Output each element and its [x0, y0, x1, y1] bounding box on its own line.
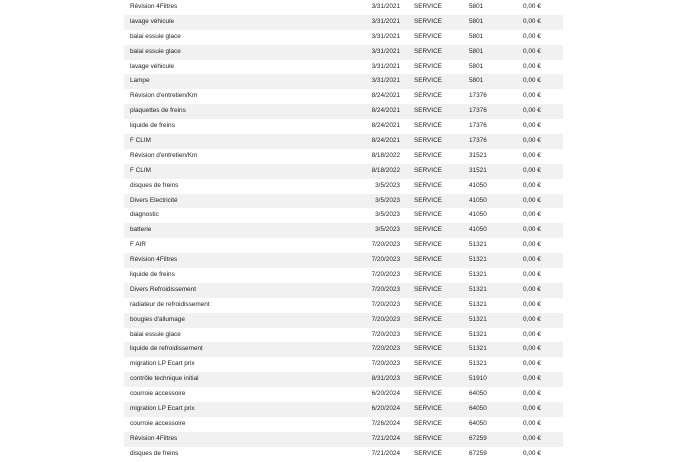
mileage-cell: 51321	[469, 345, 487, 353]
service-label-cell: Révision d'entretien/Km	[130, 151, 198, 159]
table-row	[124, 223, 563, 238]
service-date-cell: 8/31/2023	[371, 375, 400, 383]
service-label-cell: balai essuie glace	[130, 32, 181, 40]
mileage-cell: 5801	[469, 3, 484, 10]
service-date-cell: 3/31/2021	[371, 3, 400, 10]
amount-cell: 0,00 €	[523, 360, 541, 368]
service-date-cell: 7/26/2024	[371, 419, 400, 427]
amount-cell: 0,00 €	[523, 107, 541, 115]
service-type-cell: SERVICE	[414, 241, 442, 249]
table-row	[124, 342, 563, 357]
table-row	[124, 194, 563, 209]
amount-cell: 0,00 €	[523, 330, 541, 338]
table-row	[124, 89, 563, 104]
service-type-cell: SERVICE	[414, 181, 442, 189]
service-date-cell: 7/20/2023	[371, 345, 400, 353]
amount-cell: 0,00 €	[523, 315, 541, 323]
service-label-cell: lavage véhicule	[130, 62, 175, 70]
amount-cell: 0,00 €	[523, 390, 541, 398]
mileage-cell: 17376	[469, 107, 487, 115]
service-date-cell: 7/20/2023	[371, 241, 400, 249]
amount-cell: 0,00 €	[523, 449, 541, 457]
service-label-cell: batterie	[130, 226, 152, 234]
table-row	[124, 208, 563, 223]
mileage-cell: 41050	[469, 181, 487, 189]
service-type-cell: SERVICE	[414, 330, 442, 338]
service-label-cell: liquide de freins	[130, 271, 175, 279]
table-row	[124, 0, 563, 15]
service-date-cell: 7/20/2023	[371, 315, 400, 323]
service-type-cell: SERVICE	[414, 62, 442, 70]
amount-cell: 0,00 €	[523, 271, 541, 279]
mileage-cell: 5801	[469, 32, 484, 40]
table-row	[124, 149, 563, 164]
service-history-table	[124, 0, 563, 462]
mileage-cell: 64050	[469, 405, 487, 413]
amount-cell: 0,00 €	[523, 17, 541, 25]
service-label-cell: bougies d'allumage	[130, 315, 185, 323]
amount-cell: 0,00 €	[523, 405, 541, 413]
service-date-cell: 8/18/2022	[371, 151, 400, 159]
service-date-cell: 7/20/2023	[371, 330, 400, 338]
mileage-cell: 5801	[469, 77, 484, 85]
service-date-cell: 7/20/2023	[371, 271, 400, 279]
service-date-cell: 8/24/2021	[371, 107, 400, 115]
service-label-cell: Lampe	[130, 77, 150, 85]
service-type-cell: SERVICE	[414, 449, 442, 457]
mileage-cell: 17376	[469, 92, 487, 100]
amount-cell: 0,00 €	[523, 241, 541, 249]
service-type-cell: SERVICE	[414, 107, 442, 115]
service-type-cell: SERVICE	[414, 434, 442, 442]
service-label-cell: migration LP Ecart prix	[130, 360, 195, 368]
mileage-cell: 41050	[469, 226, 487, 234]
service-label-cell: liquide de freins	[130, 122, 175, 130]
service-type-cell: SERVICE	[414, 32, 442, 40]
amount-cell: 0,00 €	[523, 92, 541, 100]
amount-cell: 0,00 €	[523, 285, 541, 293]
service-label-cell: courroie accessoire	[130, 390, 186, 398]
service-type-cell: SERVICE	[414, 77, 442, 85]
mileage-cell: 51321	[469, 285, 487, 293]
table-row	[124, 313, 563, 328]
table-row	[124, 357, 563, 372]
service-date-cell: 8/24/2021	[371, 137, 400, 145]
amount-cell: 0,00 €	[523, 151, 541, 159]
service-label-cell: balai essuie glace	[130, 330, 181, 338]
table-row	[124, 104, 563, 119]
service-date-cell: 3/31/2021	[371, 77, 400, 85]
mileage-cell: 51321	[469, 256, 487, 264]
service-date-cell: 7/20/2023	[371, 360, 400, 368]
service-type-cell: SERVICE	[414, 256, 442, 264]
mileage-cell: 41050	[469, 196, 487, 204]
service-date-cell: 3/31/2021	[371, 62, 400, 70]
table-row	[124, 45, 563, 60]
service-date-cell: 8/24/2021	[371, 92, 400, 100]
mileage-cell: 51321	[469, 330, 487, 338]
amount-cell: 0,00 €	[523, 196, 541, 204]
service-date-cell: 8/24/2021	[371, 122, 400, 130]
table-row	[124, 30, 563, 45]
table-row	[124, 268, 563, 283]
mileage-cell: 31521	[469, 166, 487, 174]
amount-cell: 0,00 €	[523, 226, 541, 234]
service-label-cell: disques de freins	[130, 181, 179, 189]
table-row	[124, 417, 563, 432]
service-date-cell: 7/20/2023	[371, 285, 400, 293]
mileage-cell: 51321	[469, 300, 487, 308]
mileage-cell: 67259	[469, 449, 487, 457]
mileage-cell: 17376	[469, 137, 487, 145]
table-row	[124, 372, 563, 387]
table-row	[124, 387, 563, 402]
service-type-cell: SERVICE	[414, 315, 442, 323]
service-type-cell: SERVICE	[414, 137, 442, 145]
service-label-cell: migration LP Ecart prix	[130, 405, 195, 413]
service-label-cell: Révision d'entretien/Km	[130, 92, 198, 100]
service-date-cell: 7/20/2023	[371, 256, 400, 264]
service-type-cell: SERVICE	[414, 151, 442, 159]
table-row	[124, 253, 563, 268]
table-row	[124, 447, 563, 462]
service-label-cell: F AIR	[130, 241, 146, 249]
mileage-cell: 31521	[469, 151, 487, 159]
service-label-cell: plaquettes de freins	[130, 107, 186, 115]
mileage-cell: 41050	[469, 211, 487, 219]
service-date-cell: 3/5/2023	[375, 181, 400, 189]
service-date-cell: 6/20/2024	[371, 405, 400, 413]
table-row	[124, 134, 563, 149]
service-label-cell: diagnostic	[130, 211, 159, 219]
mileage-cell: 64050	[469, 390, 487, 398]
table-row	[124, 60, 563, 75]
service-label-cell: F CLIM	[130, 166, 151, 174]
service-date-cell: 7/21/2024	[371, 434, 400, 442]
amount-cell: 0,00 €	[523, 419, 541, 427]
mileage-cell: 5801	[469, 62, 484, 70]
table-row	[124, 119, 563, 134]
service-type-cell: SERVICE	[414, 92, 442, 100]
service-date-cell: 3/31/2021	[371, 32, 400, 40]
service-type-cell: SERVICE	[414, 17, 442, 25]
service-type-cell: SERVICE	[414, 285, 442, 293]
service-label-cell: radiateur de refroidissement	[130, 300, 210, 308]
table-row	[124, 328, 563, 343]
service-type-cell: SERVICE	[414, 211, 442, 219]
table-row	[124, 164, 563, 179]
service-label-cell: F CLIM	[130, 137, 151, 145]
service-type-cell: SERVICE	[414, 166, 442, 174]
service-date-cell: 8/18/2022	[371, 166, 400, 174]
amount-cell: 0,00 €	[523, 434, 541, 442]
mileage-cell: 51321	[469, 360, 487, 368]
amount-cell: 0,00 €	[523, 122, 541, 130]
service-label-cell: liquide de refroidissement	[130, 345, 203, 353]
service-type-cell: SERVICE	[414, 360, 442, 368]
mileage-cell: 17376	[469, 122, 487, 130]
service-type-cell: SERVICE	[414, 196, 442, 204]
table-row	[124, 402, 563, 417]
service-date-cell: 6/20/2024	[371, 390, 400, 398]
mileage-cell: 5801	[469, 17, 484, 25]
service-type-cell: SERVICE	[414, 375, 442, 383]
amount-cell: 0,00 €	[523, 137, 541, 145]
amount-cell: 0,00 €	[523, 211, 541, 219]
service-date-cell: 3/5/2023	[375, 196, 400, 204]
service-date-cell: 3/31/2021	[371, 17, 400, 25]
amount-cell: 0,00 €	[523, 32, 541, 40]
service-type-cell: SERVICE	[414, 47, 442, 55]
mileage-cell: 64050	[469, 419, 487, 427]
amount-cell: 0,00 €	[523, 166, 541, 174]
table-row	[124, 283, 563, 298]
mileage-cell: 51910	[469, 375, 487, 383]
table-row	[124, 179, 563, 194]
amount-cell: 0,00 €	[523, 62, 541, 70]
service-label-cell: Divers Electricité	[130, 196, 178, 204]
amount-cell: 0,00 €	[523, 256, 541, 264]
service-label-cell: Révision 4Filtres	[130, 256, 178, 264]
amount-cell: 0,00 €	[523, 375, 541, 383]
mileage-cell: 51321	[469, 315, 487, 323]
mileage-cell: 51321	[469, 241, 487, 249]
service-label-cell: contrôle technique initial	[130, 375, 199, 383]
amount-cell: 0,00 €	[523, 77, 541, 85]
service-label-cell: Révision 4Filtres	[130, 434, 178, 442]
service-date-cell: 3/5/2023	[375, 226, 400, 234]
service-date-cell: 3/5/2023	[375, 211, 400, 219]
table-row	[124, 298, 563, 313]
service-label-cell: disques de freins	[130, 449, 179, 457]
service-type-cell: SERVICE	[414, 390, 442, 398]
service-type-cell: SERVICE	[414, 226, 442, 234]
mileage-cell: 67259	[469, 434, 487, 442]
service-label-cell: Révision 4Filtres	[130, 3, 178, 10]
table-row	[124, 15, 563, 30]
amount-cell: 0,00 €	[523, 3, 541, 10]
mileage-cell: 51321	[469, 271, 487, 279]
service-type-cell: SERVICE	[414, 271, 442, 279]
amount-cell: 0,00 €	[523, 300, 541, 308]
amount-cell: 0,00 €	[523, 181, 541, 189]
service-type-cell: SERVICE	[414, 3, 442, 10]
service-label-cell: lavage véhicule	[130, 17, 175, 25]
service-type-cell: SERVICE	[414, 405, 442, 413]
service-type-cell: SERVICE	[414, 122, 442, 130]
service-date-cell: 7/20/2023	[371, 300, 400, 308]
service-date-cell: 7/21/2024	[371, 449, 400, 457]
amount-cell: 0,00 €	[523, 345, 541, 353]
amount-cell: 0,00 €	[523, 47, 541, 55]
service-label-cell: Divers Refroidissement	[130, 285, 197, 293]
service-type-cell: SERVICE	[414, 345, 442, 353]
service-date-cell: 3/31/2021	[371, 47, 400, 55]
service-type-cell: SERVICE	[414, 300, 442, 308]
table-row	[124, 432, 563, 447]
table-row	[124, 74, 563, 89]
service-label-cell: balai essuie glace	[130, 47, 181, 55]
service-type-cell: SERVICE	[414, 419, 442, 427]
service-label-cell: courroie accessoire	[130, 419, 186, 427]
table-row	[124, 238, 563, 253]
mileage-cell: 5801	[469, 47, 484, 55]
